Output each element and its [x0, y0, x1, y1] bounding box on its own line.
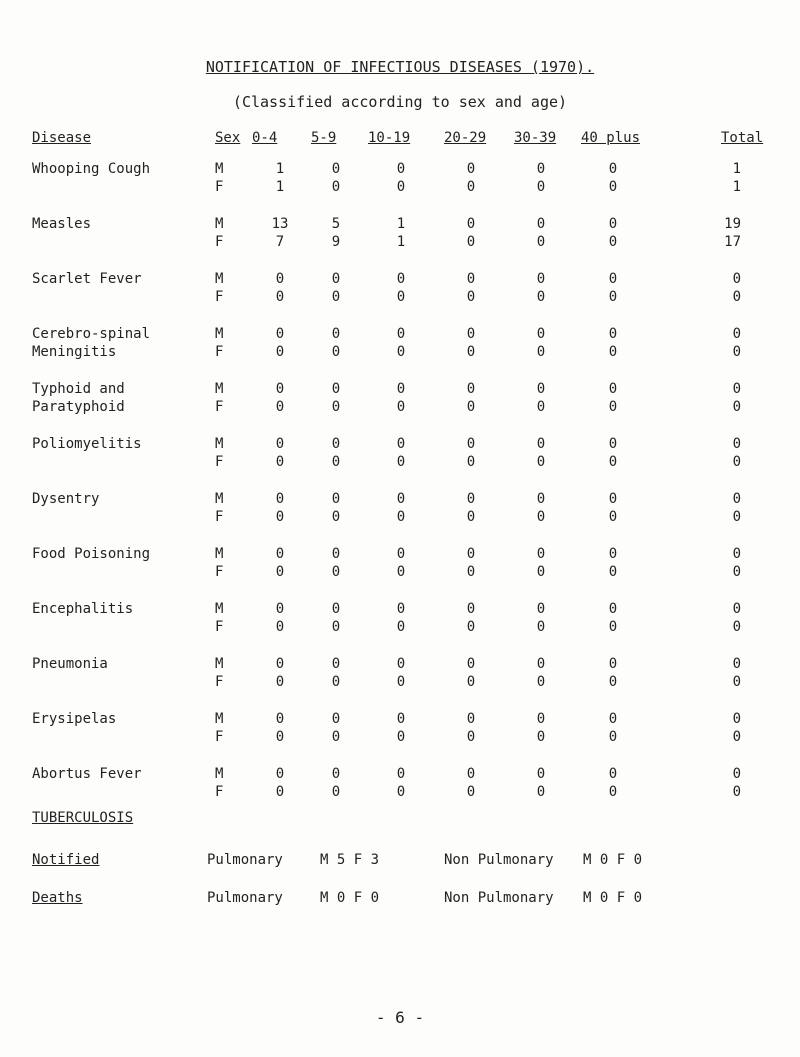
age-count-cell: 0 [536, 564, 546, 580]
table-row [32, 215, 741, 233]
age-count-cell: 0 [396, 454, 406, 470]
age-count-cell: 0 [331, 344, 341, 360]
age-count-cell: 0 [396, 546, 406, 562]
sex-cell: F [215, 619, 224, 635]
age-count-cell: 0 [608, 381, 618, 397]
disease-name: Dysentry [32, 491, 100, 507]
age-count-cell: 0 [466, 216, 476, 232]
age-count-cell: 0 [608, 601, 618, 617]
age-count-cell: 0 [331, 436, 341, 452]
age-count-cell: 0 [608, 271, 618, 287]
age-count-cell: 0 [396, 491, 406, 507]
age-count-cell: 0 [608, 656, 618, 672]
sex-cell: M [215, 381, 224, 397]
age-count-cell: 0 [536, 216, 546, 232]
age-count-cell: 0 [466, 326, 476, 342]
age-count-cell: 1 [275, 179, 285, 195]
age-count-cell: 0 [275, 601, 285, 617]
age-count-cell: 0 [396, 711, 406, 727]
age-count-cell: 0 [275, 674, 285, 690]
sex-cell: M [215, 766, 224, 782]
total-cell: 0 [732, 399, 741, 415]
age-count-cell: 0 [396, 619, 406, 635]
total-cell: 0 [732, 601, 741, 617]
sex-cell: M [215, 711, 224, 727]
tuberculosis-row-notified [32, 852, 672, 870]
table-row [32, 600, 741, 618]
row-spacer [32, 361, 741, 380]
table-row [32, 343, 741, 361]
table-row [32, 233, 741, 251]
total-cell: 0 [732, 509, 741, 525]
table-row [32, 288, 741, 306]
non-pulmonary-label: Non Pulmonary [444, 890, 554, 906]
total-cell: 0 [732, 619, 741, 635]
disease-name: Pneumonia [32, 656, 108, 672]
age-count-cell: 0 [536, 344, 546, 360]
age-count-cell: 0 [608, 344, 618, 360]
age-count-cell: 0 [396, 656, 406, 672]
table-row [32, 673, 741, 691]
age-count-cell: 0 [608, 326, 618, 342]
total-cell: 0 [732, 289, 741, 305]
age-count-cell: 0 [466, 711, 476, 727]
age-count-cell: 0 [466, 656, 476, 672]
header-sex: Sex [215, 130, 241, 146]
sex-cell: F [215, 674, 224, 690]
age-count-cell: 0 [331, 179, 341, 195]
age-count-cell: 0 [536, 381, 546, 397]
table-row [32, 453, 741, 471]
non-pulmonary-values: M 0 F 0 [583, 890, 643, 906]
header-total: Total [721, 130, 764, 146]
total-cell: 0 [732, 564, 741, 580]
sex-cell: M [215, 656, 224, 672]
age-count-cell: 0 [536, 436, 546, 452]
total-cell: 0 [732, 784, 741, 800]
non-pulmonary-label: Non Pulmonary [444, 852, 554, 868]
total-cell: 0 [732, 381, 741, 397]
age-count-cell: 0 [331, 289, 341, 305]
header-age-30-39: 30-39 [514, 130, 557, 146]
age-count-cell: 13 [271, 216, 289, 232]
non-pulmonary-values: M 0 F 0 [583, 852, 643, 868]
age-count-cell: 0 [466, 546, 476, 562]
page-subtitle: (Classified according to sex and age) [232, 93, 568, 111]
age-count-cell: 0 [536, 271, 546, 287]
sex-cell: M [215, 161, 224, 177]
age-count-cell: 0 [466, 381, 476, 397]
age-count-cell: 0 [536, 399, 546, 415]
header-age-40-plus: 40 plus [581, 130, 641, 146]
age-count-cell: 0 [608, 491, 618, 507]
age-count-cell: 0 [331, 784, 341, 800]
disease-name: Meningitis [32, 344, 117, 360]
age-count-cell: 0 [536, 509, 546, 525]
age-count-cell: 0 [331, 766, 341, 782]
page-number: - 6 - [375, 1008, 425, 1027]
header-disease: Disease [32, 130, 92, 146]
disease-name: Encephalitis [32, 601, 134, 617]
age-count-cell: 0 [608, 619, 618, 635]
age-count-cell: 0 [331, 674, 341, 690]
age-count-cell: 0 [275, 729, 285, 745]
disease-name: Measles [32, 216, 92, 232]
disease-name: Abortus Fever [32, 766, 142, 782]
age-count-cell: 0 [536, 234, 546, 250]
total-cell: 0 [732, 326, 741, 342]
total-cell: 19 [724, 216, 741, 232]
age-count-cell: 0 [331, 326, 341, 342]
disease-name: Food Poisoning [32, 546, 151, 562]
sex-cell: F [215, 234, 224, 250]
table-row [32, 435, 741, 453]
age-count-cell: 0 [275, 399, 285, 415]
age-count-cell: 0 [536, 711, 546, 727]
sex-cell: F [215, 784, 224, 800]
age-count-cell: 0 [466, 619, 476, 635]
total-cell: 1 [732, 179, 741, 195]
sex-cell: F [215, 729, 224, 745]
age-count-cell: 0 [275, 546, 285, 562]
disease-name: Typhoid and [32, 381, 125, 397]
age-count-cell: 0 [396, 381, 406, 397]
row-spacer [32, 691, 741, 710]
age-count-cell: 0 [536, 619, 546, 635]
age-count-cell: 1 [275, 161, 285, 177]
age-count-cell: 0 [608, 674, 618, 690]
age-count-cell: 0 [275, 784, 285, 800]
age-count-cell: 0 [536, 674, 546, 690]
header-age-10-19: 10-19 [368, 130, 411, 146]
age-count-cell: 0 [608, 161, 618, 177]
age-count-cell: 0 [331, 491, 341, 507]
table-row [32, 545, 741, 563]
age-count-cell: 0 [466, 344, 476, 360]
age-count-cell: 0 [275, 491, 285, 507]
total-cell: 0 [732, 711, 741, 727]
sex-cell: F [215, 509, 224, 525]
age-count-cell: 0 [466, 564, 476, 580]
table-row [32, 398, 741, 416]
age-count-cell: 0 [536, 766, 546, 782]
age-count-cell: 0 [396, 766, 406, 782]
age-count-cell: 0 [536, 179, 546, 195]
tuberculosis-row-deaths [32, 890, 672, 908]
age-count-cell: 7 [275, 234, 285, 250]
age-count-cell: 0 [536, 454, 546, 470]
total-cell: 0 [732, 766, 741, 782]
row-spacer [32, 306, 741, 325]
disease-name: Paratyphoid [32, 399, 125, 415]
tuberculosis-label: Notified [32, 852, 100, 868]
total-cell: 1 [732, 161, 741, 177]
table-row [32, 618, 741, 636]
row-spacer [32, 416, 741, 435]
disease-name [32, 563, 215, 581]
age-count-cell: 0 [275, 509, 285, 525]
total-cell: 0 [732, 436, 741, 452]
age-count-cell: 0 [608, 399, 618, 415]
age-count-cell: 0 [396, 564, 406, 580]
age-count-cell: 0 [396, 289, 406, 305]
age-count-cell: 0 [331, 619, 341, 635]
sex-cell: M [215, 601, 224, 617]
disease-name [32, 783, 215, 801]
age-count-cell: 0 [466, 399, 476, 415]
table-row [32, 380, 741, 398]
total-cell: 17 [724, 234, 741, 250]
age-count-cell: 0 [608, 711, 618, 727]
disease-name [32, 453, 215, 471]
age-count-cell: 0 [275, 381, 285, 397]
table-row [32, 160, 741, 178]
age-count-cell: 0 [536, 784, 546, 800]
header-age-5-9: 5-9 [311, 130, 337, 146]
age-count-cell: 0 [396, 601, 406, 617]
disease-name [32, 673, 215, 691]
age-count-cell: 0 [536, 326, 546, 342]
age-count-cell: 0 [608, 454, 618, 470]
sex-cell: F [215, 289, 224, 305]
disease-name: Erysipelas [32, 711, 117, 727]
age-count-cell: 0 [466, 161, 476, 177]
age-count-cell: 1 [396, 216, 406, 232]
row-spacer [32, 746, 741, 765]
age-count-cell: 0 [466, 491, 476, 507]
age-count-cell: 0 [275, 454, 285, 470]
age-count-cell: 0 [275, 326, 285, 342]
age-count-cell: 0 [331, 454, 341, 470]
table-row [32, 710, 741, 728]
age-count-cell: 0 [331, 711, 341, 727]
pulmonary-values: M 0 F 0 [320, 890, 380, 906]
table-row [32, 728, 741, 746]
sex-cell: F [215, 179, 224, 195]
age-count-cell: 0 [608, 564, 618, 580]
sex-cell: F [215, 399, 224, 415]
row-spacer [32, 636, 741, 655]
row-spacer [32, 526, 741, 545]
age-count-cell: 0 [466, 179, 476, 195]
disease-name [32, 618, 215, 636]
age-count-cell: 0 [275, 344, 285, 360]
age-count-cell: 0 [331, 729, 341, 745]
sex-cell: M [215, 436, 224, 452]
age-count-cell: 0 [396, 436, 406, 452]
age-count-cell: 0 [608, 216, 618, 232]
age-count-cell: 0 [331, 399, 341, 415]
age-count-cell: 0 [466, 271, 476, 287]
age-count-cell: 0 [331, 161, 341, 177]
age-count-cell: 0 [466, 601, 476, 617]
age-count-cell: 0 [466, 436, 476, 452]
header-age-20-29: 20-29 [444, 130, 487, 146]
tuberculosis-heading: TUBERCULOSIS [32, 810, 134, 826]
pulmonary-label: Pulmonary [207, 852, 283, 868]
age-count-cell: 0 [331, 601, 341, 617]
disease-table-body [32, 160, 741, 801]
age-count-cell: 0 [608, 234, 618, 250]
total-cell: 0 [732, 491, 741, 507]
age-count-cell: 0 [331, 564, 341, 580]
age-count-cell: 0 [466, 234, 476, 250]
age-count-cell: 1 [396, 234, 406, 250]
sex-cell: M [215, 546, 224, 562]
age-count-cell: 0 [275, 564, 285, 580]
age-count-cell: 0 [275, 656, 285, 672]
age-count-cell: 0 [466, 454, 476, 470]
age-count-cell: 0 [466, 509, 476, 525]
total-cell: 0 [732, 344, 741, 360]
age-count-cell: 0 [608, 289, 618, 305]
age-count-cell: 0 [275, 711, 285, 727]
sex-cell: M [215, 271, 224, 287]
age-count-cell: 0 [536, 729, 546, 745]
age-count-cell: 0 [466, 784, 476, 800]
age-count-cell: 0 [608, 546, 618, 562]
disease-name [32, 178, 215, 196]
age-count-cell: 0 [275, 436, 285, 452]
sex-cell: M [215, 216, 224, 232]
age-count-cell: 0 [396, 729, 406, 745]
age-count-cell: 0 [331, 656, 341, 672]
age-count-cell: 9 [331, 234, 341, 250]
age-count-cell: 0 [536, 656, 546, 672]
age-count-cell: 0 [396, 326, 406, 342]
table-row [32, 490, 741, 508]
age-count-cell: 0 [608, 509, 618, 525]
row-spacer [32, 196, 741, 215]
age-count-cell: 0 [536, 601, 546, 617]
age-count-cell: 0 [396, 271, 406, 287]
tuberculosis-label: Deaths [32, 890, 83, 906]
age-count-cell: 0 [608, 784, 618, 800]
age-count-cell: 0 [396, 399, 406, 415]
disease-name [32, 728, 215, 746]
disease-name: Scarlet Fever [32, 271, 142, 287]
age-count-cell: 0 [536, 491, 546, 507]
disease-name [32, 508, 215, 526]
disease-name [32, 288, 215, 306]
age-count-cell: 0 [275, 271, 285, 287]
age-count-cell: 0 [466, 729, 476, 745]
table-row [32, 765, 741, 783]
total-cell: 0 [732, 729, 741, 745]
age-count-cell: 0 [536, 289, 546, 305]
age-count-cell: 0 [608, 729, 618, 745]
row-spacer [32, 471, 741, 490]
table-row [32, 270, 741, 288]
table-row [32, 655, 741, 673]
total-cell: 0 [732, 546, 741, 562]
disease-name: Poliomyelitis [32, 436, 142, 452]
age-count-cell: 5 [331, 216, 341, 232]
age-count-cell: 0 [275, 766, 285, 782]
age-count-cell: 0 [331, 546, 341, 562]
age-count-cell: 0 [396, 509, 406, 525]
age-count-cell: 0 [536, 161, 546, 177]
table-row [32, 563, 741, 581]
age-count-cell: 0 [466, 674, 476, 690]
row-spacer [32, 251, 741, 270]
age-count-cell: 0 [275, 289, 285, 305]
age-count-cell: 0 [396, 179, 406, 195]
age-count-cell: 0 [608, 766, 618, 782]
header-age-0-4: 0-4 [252, 130, 278, 146]
age-count-cell: 0 [608, 179, 618, 195]
pulmonary-label: Pulmonary [207, 890, 283, 906]
age-count-cell: 0 [466, 766, 476, 782]
sex-cell: F [215, 564, 224, 580]
disease-name: Whooping Cough [32, 161, 151, 177]
total-cell: 0 [732, 656, 741, 672]
age-count-cell: 0 [396, 161, 406, 177]
disease-table [32, 160, 741, 801]
age-count-cell: 0 [331, 509, 341, 525]
table-row [32, 178, 741, 196]
sex-cell: F [215, 454, 224, 470]
age-count-cell: 0 [396, 674, 406, 690]
disease-name: Cerebro-spinal [32, 326, 151, 342]
total-cell: 0 [732, 454, 741, 470]
age-count-cell: 0 [331, 381, 341, 397]
age-count-cell: 0 [396, 344, 406, 360]
age-count-cell: 0 [331, 271, 341, 287]
sex-cell: F [215, 344, 224, 360]
age-count-cell: 0 [466, 289, 476, 305]
total-cell: 0 [732, 271, 741, 287]
age-count-cell: 0 [608, 436, 618, 452]
sex-cell: M [215, 326, 224, 342]
age-count-cell: 0 [536, 546, 546, 562]
age-count-cell: 0 [396, 784, 406, 800]
table-row [32, 508, 741, 526]
age-count-cell: 0 [275, 619, 285, 635]
total-cell: 0 [732, 674, 741, 690]
disease-name [32, 233, 215, 251]
pulmonary-values: M 5 F 3 [320, 852, 380, 868]
table-row [32, 325, 741, 343]
table-row [32, 783, 741, 801]
page-title: NOTIFICATION OF INFECTIOUS DISEASES (1970). [205, 58, 595, 76]
row-spacer [32, 581, 741, 600]
sex-cell: M [215, 491, 224, 507]
